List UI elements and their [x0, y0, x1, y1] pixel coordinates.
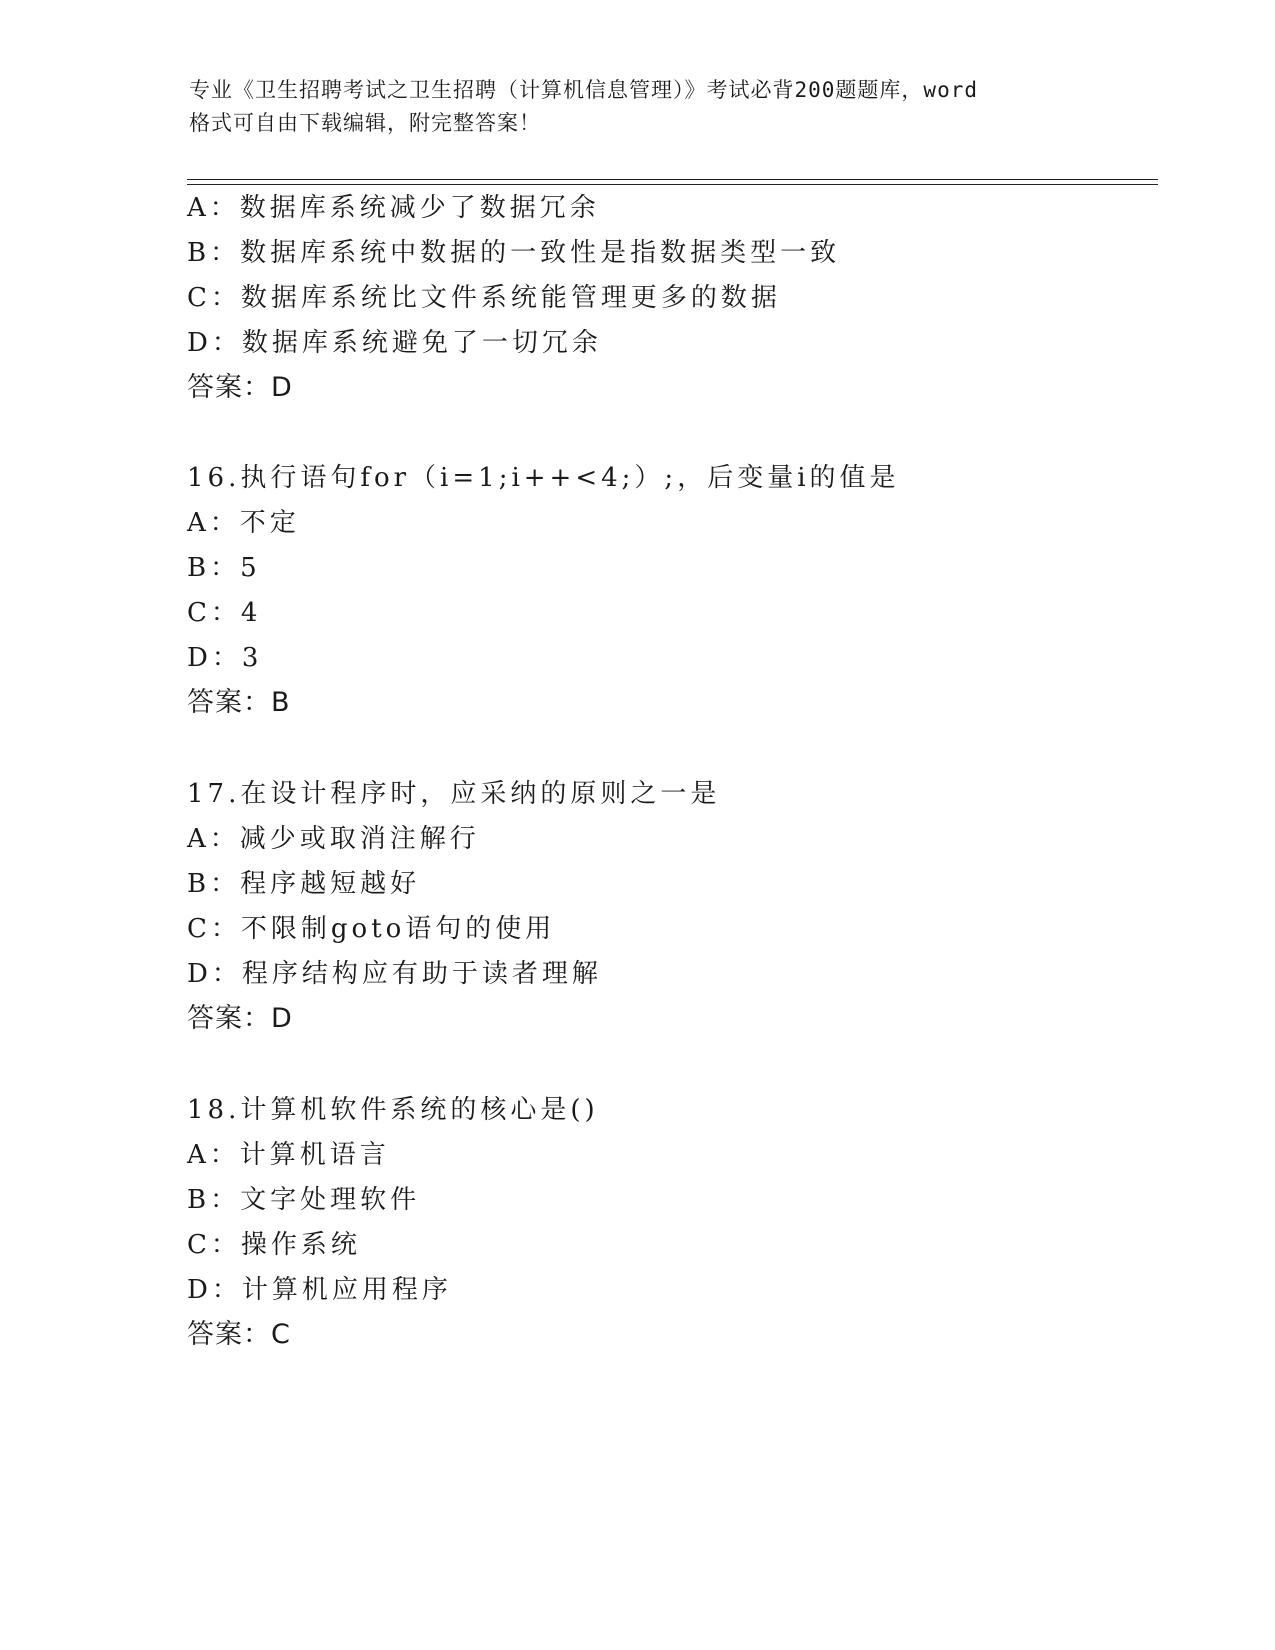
header-title-line-2: 格式可自由下载编辑，附完整答案！: [189, 111, 541, 135]
option-d: D：程序结构应有助于读者理解: [187, 959, 602, 989]
option-b: B：程序越短越好: [187, 869, 421, 899]
option-d: D：计算机应用程序: [187, 1275, 452, 1305]
option-a: A：减少或取消注解行: [187, 824, 480, 854]
answer-line: 答案：D: [187, 372, 293, 403]
option-c: C：4: [187, 598, 262, 628]
option-d: D：数据库系统避免了一切冗余: [187, 328, 602, 358]
document-header: [189, 74, 1089, 140]
option-a: A：数据库系统减少了数据冗余: [187, 193, 600, 223]
question-stem: 16.执行语句for（i=1;i++<4;）;，后变量i的值是: [187, 463, 900, 493]
option-a: A：不定: [187, 508, 300, 538]
header-divider-bottom: [187, 184, 1158, 185]
option-c: C：操作系统: [187, 1230, 361, 1260]
option-c: C：不限制goto语句的使用: [187, 914, 556, 944]
answer-line: 答案：C: [187, 1319, 291, 1350]
answer-line: 答案：D: [187, 1003, 293, 1034]
option-d: D：3: [187, 643, 263, 673]
option-b: B：数据库系统中数据的一致性是指数据类型一致: [187, 238, 841, 268]
header-divider-top: [187, 179, 1158, 180]
option-b: B：文字处理软件: [187, 1185, 421, 1215]
question-stem: 18.计算机软件系统的核心是(): [187, 1095, 599, 1125]
question-stem: 17.在设计程序时，应采纳的原则之一是: [187, 779, 721, 809]
answer-line: 答案：B: [187, 687, 291, 718]
option-b: B：5: [187, 553, 261, 583]
header-title-line-1: 专业《卫生招聘考试之卫生招聘（计算机信息管理）》考试必背200题题库，word: [189, 78, 978, 102]
option-a: A：计算机语言: [187, 1140, 390, 1170]
option-c: C：数据库系统比文件系统能管理更多的数据: [187, 283, 781, 313]
